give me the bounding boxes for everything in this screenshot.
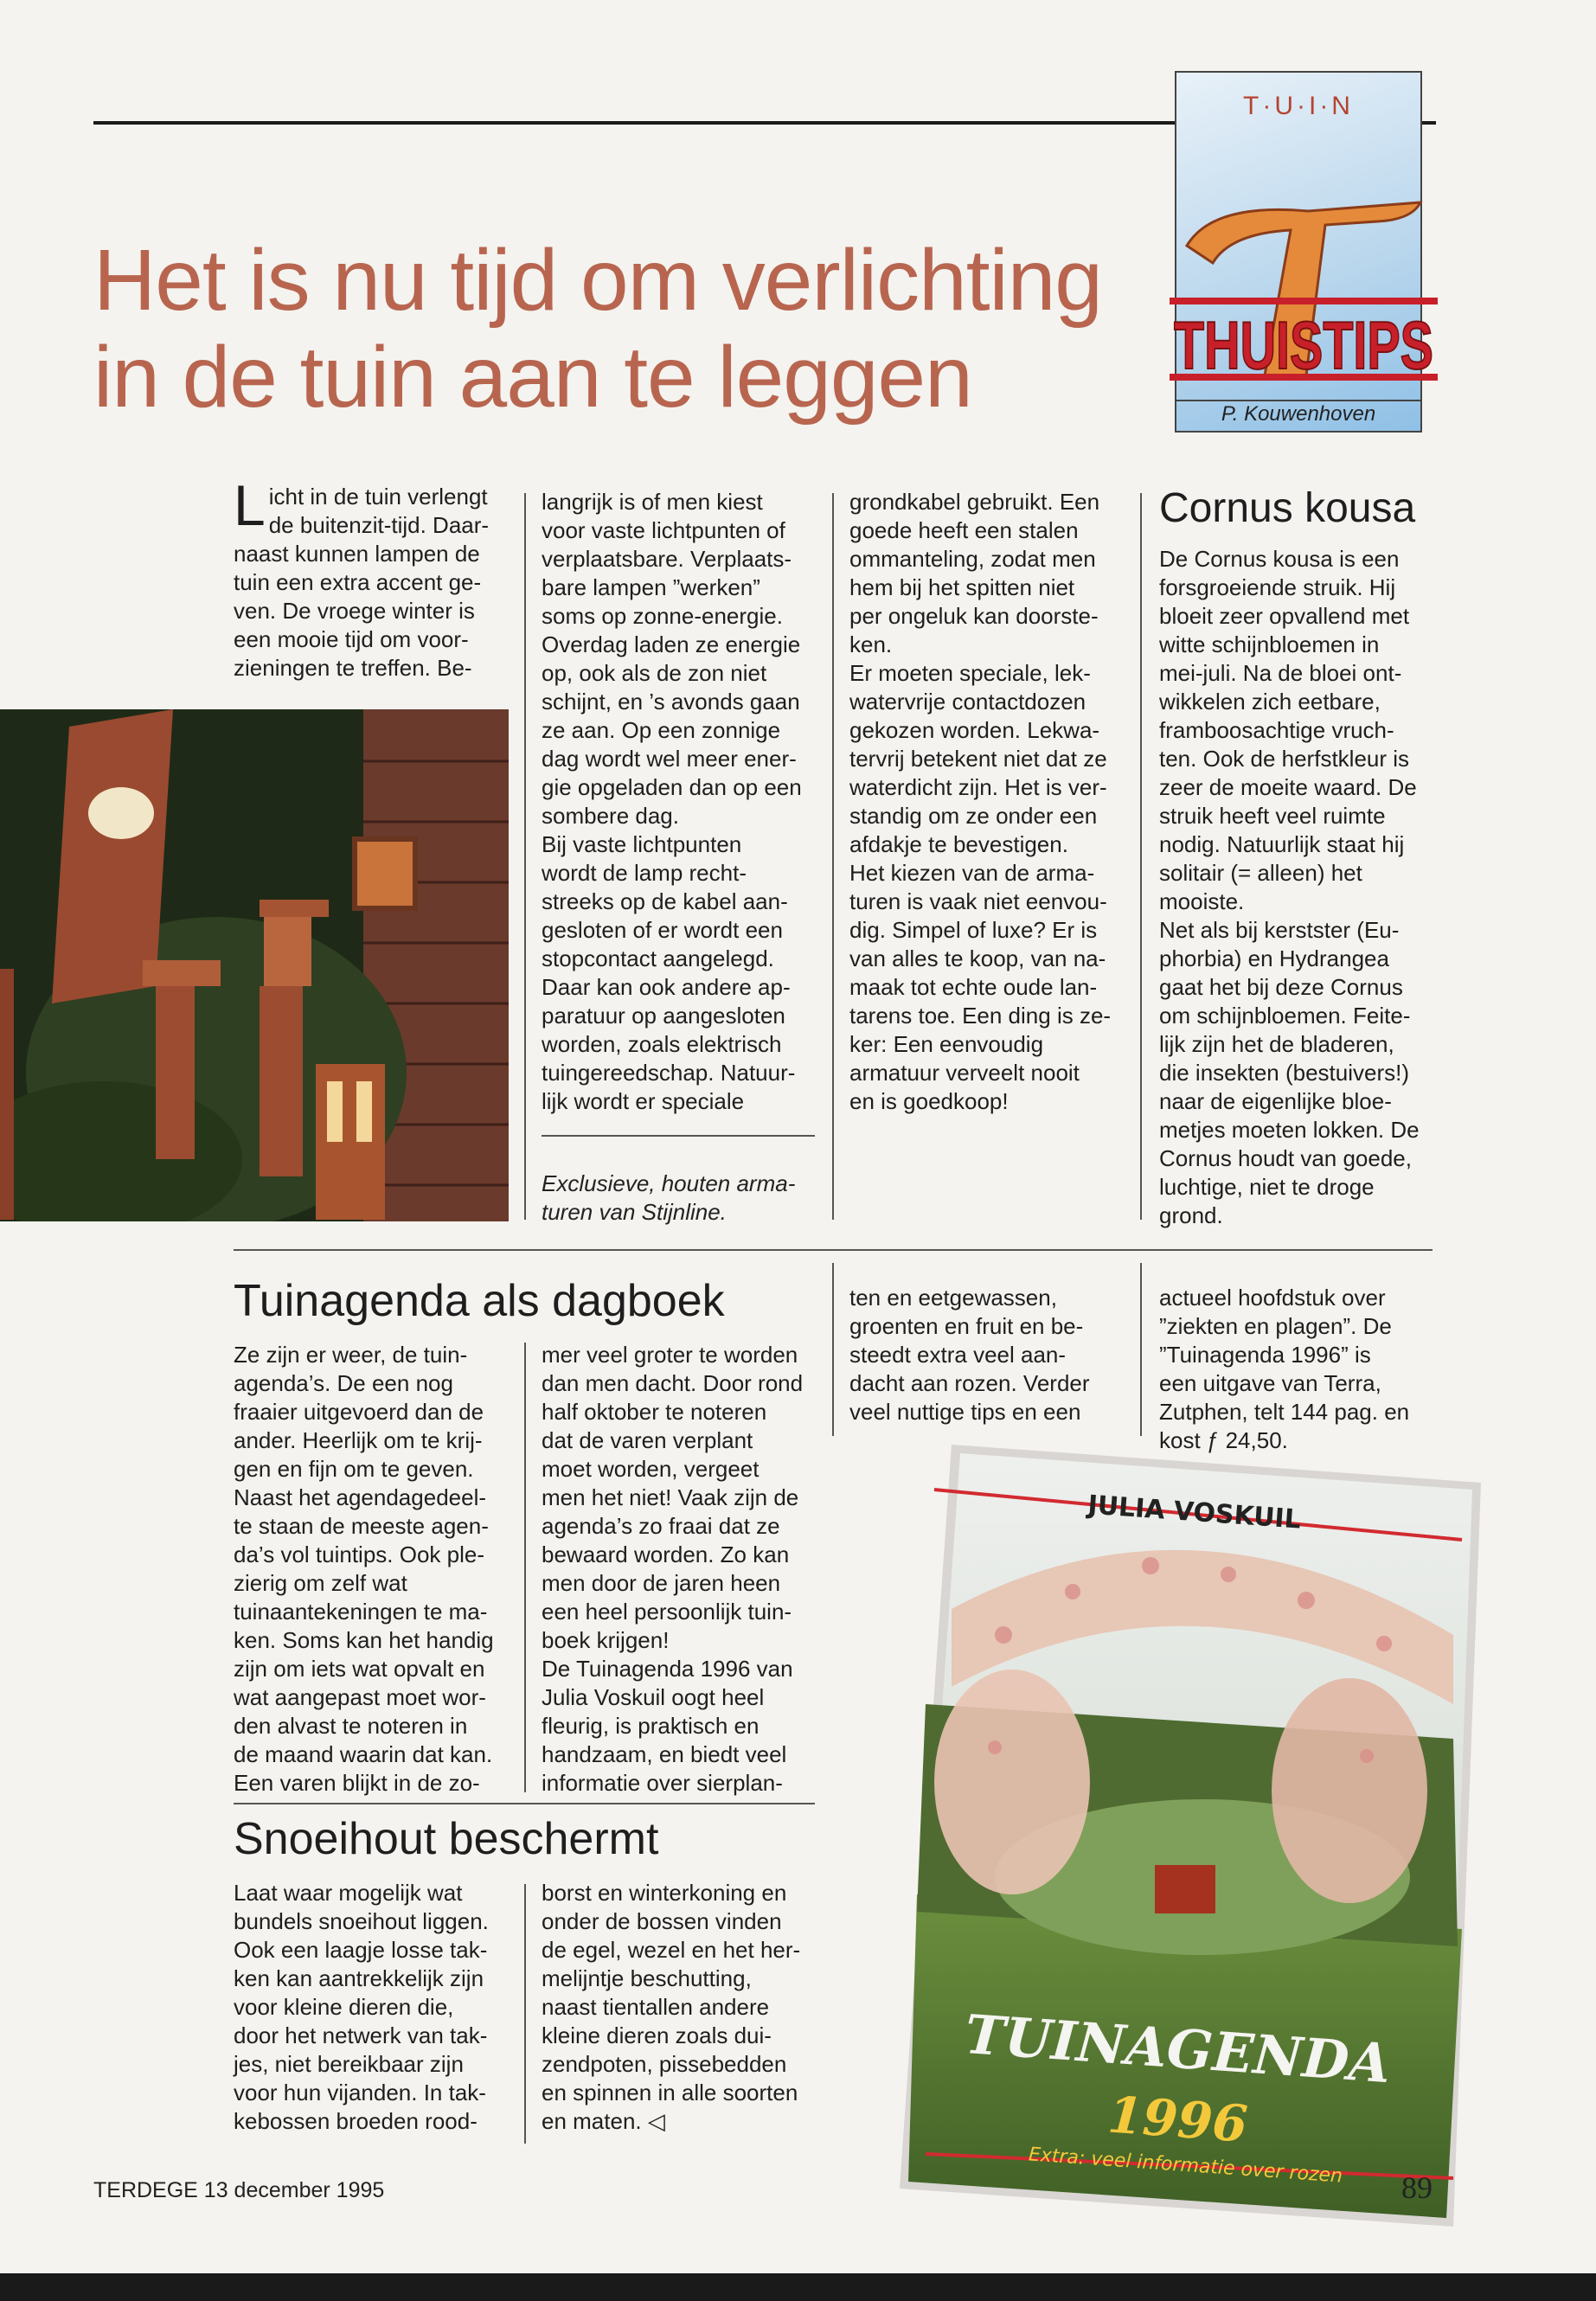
agenda-col3: ten en eetgewassen, groenten en fruit en be- steedt extra veel aan- dacht aan rozen. Verder veel nuttige tips en een — [849, 1285, 1090, 1425]
photo-caption: Exclusieve, houten arma- turen van Stijnline. — [542, 1170, 796, 1225]
logo-section-label: T·U·I·N — [1243, 92, 1354, 120]
agenda-col4: actueel hoofdstuk over ”ziekten en plagen”. De ”Tuinagenda 1996” is een uitgave van Terra, Zutphen, telt 144 pag. en kost ƒ 24,50. — [1159, 1285, 1410, 1453]
book-cover-illustration — [900, 1445, 1481, 2227]
column-divider — [524, 1343, 526, 1792]
snoeihout-col1: Laat waar mogelijk wat bundels snoeihout liggen. Ook een laagje losse tak- ken kan aantrekkelijk zijn voor kleine dieren die, door het netwerk van tak- jes, niet bereikbaar zijn voor hun vijanden. In tak- kebossen broeden rood- — [234, 1880, 489, 2134]
caption-rule — [542, 1135, 815, 1137]
logo-brand-text: THUISTIPS — [1174, 307, 1433, 383]
thuistips-logo — [1174, 71, 1433, 433]
title-line-1: Het is nu tijd om verlichting — [93, 232, 1102, 329]
article-lighting-col1-text: icht in de tuin verlengt de buitenzit-tijd. Daar- naast kunnen lampen de tuin een extra accent ge- ven. De vroege winter is een mooie tijd om voor- zieningen te treffen. Be- — [234, 484, 490, 681]
page-title — [93, 232, 1166, 426]
page-number: 89 — [1401, 2170, 1433, 2205]
article-lighting-col2: langrijk is of men kiest voor vaste lichtpunten of verplaatsbare. Verplaats- bare lampen ”werken” soms op zonne-energie. Overdag laden ze energie op, ook als de zon niet schijnt, en ’s avonds gaan ze aan. Op een zonnige dag wordt wel meer ener- gie opgeladen dan op een sombere dag. Bij vaste lichtpunten wordt de lamp recht- streeks op de kabel aan- gesloten of er wordt een stopcontact aangelegd. Daar kan ook andere ap- paratuur op aangesloten worden, zoals elektrisch tuingereedschap. Natuur- lijk wordt er speciale — [542, 489, 802, 1114]
garden-lights-photo — [0, 709, 509, 1221]
title-line-2: in de tuin aan te leggen — [93, 329, 972, 426]
logo-author: P. Kouwenhoven — [1176, 400, 1420, 426]
column-divider — [524, 493, 526, 1220]
snoeihout-title: Snoeihout beschermt — [234, 1814, 659, 1864]
footer-publication: TERDEGE 13 december 1995 — [93, 2178, 385, 2202]
book-title: TUINAGENDA — [963, 2002, 1393, 2096]
agenda-col1: Ze zijn er weer, de tuin- agenda’s. De een nog fraaier uitgevoerd dan de ander. Heerlijk om te krij- gen en fijn om te geven. Naast het agendagedeel- te staan de meeste agen- da’s vol tuintips. Ook ple- zierig om zelf wat tuinaantekeningen te ma- ken. Soms kan het handig zijn om iets wat opvalt en wat aangepast moet wor- den alvast te noteren in de maand waarin dat kan. Een varen blijkt in de zo- — [234, 1342, 494, 1796]
bottom-border — [0, 2273, 1596, 2301]
dropcap: L — [234, 473, 266, 537]
snoeihout-col2: borst en winterkoning en onder de bossen vinden de egel, wezel en het her- melijntje beschutting, naast tientallen andere kleine dieren zoals dui- zendpoten, pissebedden en spinnen in alle soorten en maten. ◁ — [542, 1880, 801, 2134]
section-divider — [234, 1249, 1433, 1251]
column-divider — [832, 493, 834, 1220]
thuistips-wordmark-icon — [1161, 168, 1433, 427]
book-year: 1996 — [1106, 2085, 1250, 2154]
column-divider — [832, 1263, 834, 1436]
article-lighting-col1 — [234, 473, 519, 683]
book-cover-tuinagenda — [900, 1445, 1481, 2227]
article-lighting-col3: grondkabel gebruikt. Een goede heeft een stalen ommanteling, zodat men hem bij het spitten niet per ongeluk kan doorste- ken. Er moeten speciale, lek- watervrije contactdozen gekozen worden. Lekwa- tervrij betekent niet dat ze waterdicht zijn. Het is ver- standig om ze onder een afdakje te bevestigen. Het kiezen van de arma- turen is vaak niet eenvou- dig. Simpel of luxe? Er is van alles te koop, van na- maak tot echte oude lan- tarens toe. Een ding is ze- ker: Een eenvoudig armatuur verveelt nooit en is goedkoop! — [849, 489, 1112, 1114]
cornus-body: De Cornus kousa is een forsgroeiende struik. Hij bloeit zeer opvallend met witte schijnbloemen in mei-juli. Na de bloei ont- wikkelen zich eetbare, framboosachtige vruch- ten. Ook de herfstkleur is zeer de moeite waard. De struik heeft veel ruimte nodig. Natuurlijk staat hij solitair (= alleen) het mooiste. Net als bij kerstster (Eu- phorbia) en Hydrangea gaat het bij deze Cornus om schijnbloemen. Feite- lijk zijn het de bladeren, die insekten (bestuivers!) naar de eigenlijke bloe- metjes moeten lokken. De Cornus houdt van goede, luchtige, niet te droge grond. — [1159, 546, 1420, 1228]
book-tagline: Extra: veel informatie over rozen — [1028, 2144, 1343, 2188]
agenda-title: Tuinagenda als dagboek — [234, 1276, 725, 1326]
column-divider — [524, 1884, 526, 2144]
column-divider — [1140, 493, 1142, 1220]
cornus-title: Cornus kousa — [1159, 485, 1416, 531]
garden-lights-illustration — [0, 709, 509, 1221]
column-divider — [1140, 1263, 1142, 1436]
section-divider — [234, 1803, 815, 1804]
book-author: JULIA VOSKUIL — [1086, 1490, 1302, 1535]
agenda-col2: mer veel groter te worden dan men dacht. Door rond half oktober te noteren dat de varen verplant moet worden, vergeet men het niet! Vaak zijn de agenda’s zo fraai dat ze bewaard worden. Zo kan men door de jaren heen een heel persoonlijk tuin- boek krijgen! De Tuinagenda 1996 van Julia Voskuil oogt heel fleurig, is praktisch en handzaam, en biedt veel informatie over sierplan- — [542, 1342, 804, 1796]
